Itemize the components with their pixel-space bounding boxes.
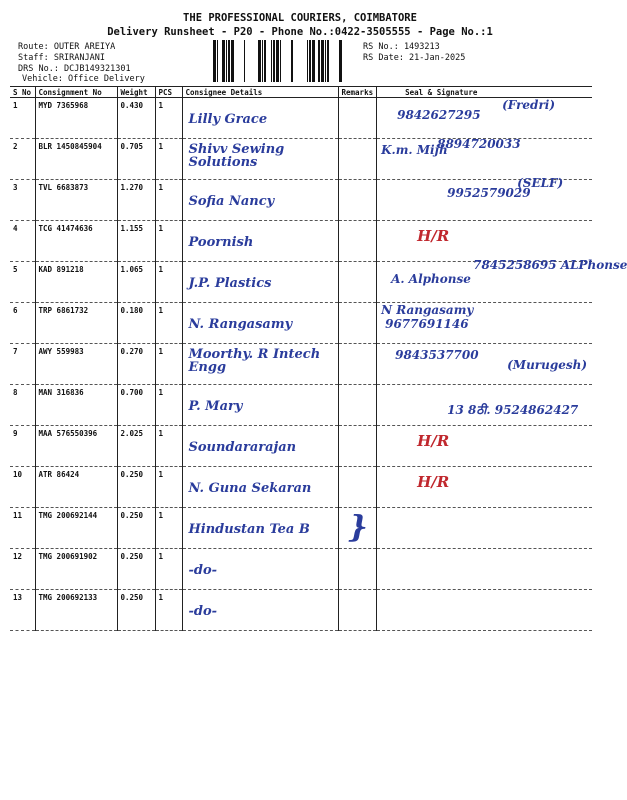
remarks-cell [338, 467, 377, 508]
signature-text: H/R [417, 227, 450, 245]
col-header-remarks: Remarks [338, 87, 377, 98]
signature-text: H/R [417, 432, 450, 450]
barcode-bar [228, 40, 230, 82]
signature-note: 9677691146 [385, 317, 469, 331]
consignment-no-cell: MYD 7365968 [35, 98, 117, 139]
weight-cell: 0.430 [117, 98, 155, 139]
barcode-bar [258, 40, 261, 82]
signature-text: K.m. Mijh [381, 143, 448, 157]
signature-text: N Rangasamy [381, 303, 474, 317]
consignee-cell [182, 426, 338, 467]
table-row [10, 385, 592, 426]
table-row [10, 549, 592, 590]
sno-cell: 1 [10, 98, 35, 139]
signature-cell [377, 139, 592, 180]
vehicle-label: Vehicle: Office Delivery [22, 74, 145, 84]
route-label: Route: OUTER AREIYA [18, 42, 116, 52]
weight-cell: 0.250 [117, 590, 155, 631]
sno-cell: 12 [10, 549, 35, 590]
signature-note: (Fredri) [502, 98, 556, 112]
consignee-cell [182, 98, 338, 139]
consignee-cell [182, 303, 338, 344]
remarks-cell [338, 221, 377, 262]
remarks-cell [338, 139, 377, 180]
weight-cell: 0.180 [117, 303, 155, 344]
consignee-name: Shivv Sewing Solutions [188, 142, 285, 170]
weight-cell: 0.700 [117, 385, 155, 426]
weight-cell: 0.705 [117, 139, 155, 180]
table-row [10, 303, 592, 344]
remarks-cell [338, 344, 377, 385]
pcs-cell: 1 [155, 98, 182, 139]
consignee-name: Moorthy. R Intech Engg [188, 347, 321, 375]
signature-cell [377, 385, 592, 426]
rs-date: RS Date: 21-Jan-2025 [363, 53, 466, 63]
signature-cell [377, 344, 592, 385]
remarks-cell [338, 180, 377, 221]
barcode-bar [222, 40, 225, 82]
signature-cell [377, 467, 592, 508]
consignee-cell [182, 549, 338, 590]
consignee-name: -do- [188, 604, 218, 619]
consignment-no-cell: TVL 6683873 [35, 180, 117, 221]
barcode-bar [244, 40, 245, 82]
consignment-no-cell: TMG 200692144 [35, 508, 117, 549]
runsheet-table [10, 86, 627, 631]
signature-note: 8894720033 [437, 137, 521, 151]
barcode-bar [307, 40, 308, 82]
remarks-cell [338, 262, 377, 303]
pcs-cell: 1 [155, 344, 182, 385]
pcs-cell: 1 [155, 221, 182, 262]
table-row [10, 467, 592, 508]
sno-cell: 3 [10, 180, 35, 221]
remarks-cell [338, 426, 377, 467]
sno-cell: 11 [10, 508, 35, 549]
pcs-cell: 1 [155, 508, 182, 549]
remarks-cell [338, 98, 377, 139]
consignee-cell [182, 590, 338, 631]
consignment-no-cell: ATR 86424 [35, 467, 117, 508]
consignee-name: Hindustan Tea B [188, 522, 310, 537]
weight-cell: 0.270 [117, 344, 155, 385]
runsheet-subtitle: Delivery Runsheet - P20 - Phone No.:0422-3505555 - Page No.:1 [107, 26, 493, 38]
table-row [10, 508, 592, 549]
signature-cell [377, 426, 592, 467]
remarks-cell [338, 590, 377, 631]
sno-cell: 9 [10, 426, 35, 467]
consignee-name: Soundararajan [188, 440, 297, 455]
barcode-bar [309, 40, 311, 82]
consignment-no-cell: TRP 6861732 [35, 303, 117, 344]
barcode-bar [273, 40, 275, 82]
col-header-consignment: Consignment No [35, 87, 117, 98]
col-header-sno: S No [10, 87, 35, 98]
consignee-cell [182, 508, 338, 549]
pcs-cell: 1 [155, 262, 182, 303]
signature-text: 9952579029 [447, 186, 531, 200]
remarks-cell [338, 385, 377, 426]
signature-text: 9843537700 [395, 348, 479, 362]
signature-text: 13 8ठी. 9524862427 [447, 403, 579, 417]
signature-note: 7845258695 ALPhonse [473, 258, 627, 272]
consignee-name: N. Guna Sekaran [188, 481, 312, 496]
barcode-bar [318, 40, 320, 82]
signature-text: A. Alphonse [391, 272, 471, 286]
barcode-bar [327, 40, 329, 82]
consignee-cell [182, 139, 338, 180]
consignee-cell [182, 467, 338, 508]
sno-cell: 2 [10, 139, 35, 180]
remarks-cell [338, 303, 377, 344]
company-title: THE PROFESSIONAL COURIERS, COIMBATORE [183, 12, 417, 24]
signature-note: (SELF) [517, 176, 564, 190]
pcs-cell: 1 [155, 467, 182, 508]
consignment-no-cell: MAA 576550396 [35, 426, 117, 467]
consignee-name: Sofia Nancy [188, 194, 275, 209]
consignee-name: Lilly Grace [188, 112, 268, 127]
pcs-cell: 1 [155, 549, 182, 590]
barcode-bar [217, 40, 218, 82]
barcode-bar [321, 40, 324, 82]
col-header-pcs: PCS [155, 87, 182, 98]
pcs-cell: 1 [155, 180, 182, 221]
signature-cell [377, 590, 592, 631]
sno-cell: 5 [10, 262, 35, 303]
barcode-bar [291, 40, 293, 82]
barcode-bar [213, 40, 216, 82]
barcode-bar [325, 40, 326, 82]
remarks-cell [338, 549, 377, 590]
remarks-text: } [348, 510, 368, 545]
consignee-name: N. Rangasamy [188, 317, 293, 332]
signature-cell [377, 303, 592, 344]
weight-cell: 2.025 [117, 426, 155, 467]
signature-cell [377, 258, 627, 303]
consignment-no-cell: TMG 200691902 [35, 549, 117, 590]
weight-cell: 1.270 [117, 180, 155, 221]
drs-number: DRS No.: DCJB149321301 [18, 64, 131, 74]
consignee-cell [182, 385, 338, 426]
barcode-bar [264, 40, 266, 82]
table-row [10, 344, 592, 385]
barcode-bar [231, 40, 234, 82]
barcode-bar [339, 40, 342, 82]
table-row [10, 590, 592, 631]
pcs-cell: 1 [155, 303, 182, 344]
barcode-bar [271, 40, 272, 82]
col-header-weight: Weight [117, 87, 155, 98]
col-header-consignee: Consignee Details [182, 87, 338, 98]
table-header-row [10, 87, 592, 98]
consignment-no-cell: TMG 200692133 [35, 590, 117, 631]
barcode-image [213, 40, 346, 82]
table-row [10, 139, 592, 180]
consignee-name: J.P. Plastics [188, 276, 272, 291]
weight-cell: 1.155 [117, 221, 155, 262]
sno-cell: 7 [10, 344, 35, 385]
consignment-no-cell: MAN 316836 [35, 385, 117, 426]
signature-cell [377, 549, 592, 590]
rs-number: RS No.: 1493213 [363, 42, 440, 52]
weight-cell: 1.065 [117, 262, 155, 303]
signature-cell [377, 98, 592, 139]
sno-cell: 4 [10, 221, 35, 262]
table-row [10, 180, 592, 221]
table-row [10, 426, 592, 467]
weight-cell: 0.250 [117, 549, 155, 590]
table-row [10, 221, 592, 262]
consignee-name: -do- [188, 563, 218, 578]
sno-cell: 13 [10, 590, 35, 631]
consignee-name: Poornish [188, 235, 254, 250]
signature-text: 9842627295 [397, 108, 481, 122]
barcode-bar [262, 40, 263, 82]
signature-text: H/R [417, 473, 450, 491]
consignee-cell [182, 221, 338, 262]
table-row [10, 98, 592, 139]
barcode-bar [280, 40, 281, 82]
weight-cell: 0.250 [117, 508, 155, 549]
signature-cell [377, 176, 592, 221]
consignment-no-cell: KAD 891218 [35, 262, 117, 303]
barcode-bar [226, 40, 227, 82]
pcs-cell: 1 [155, 139, 182, 180]
table-row [10, 262, 592, 303]
consignment-no-cell: TCG 41474636 [35, 221, 117, 262]
consignee-name: P. Mary [188, 399, 243, 414]
consignment-no-cell: AWY 559983 [35, 344, 117, 385]
staff-label: Staff: SRIRANJANI [18, 53, 105, 63]
sno-cell: 10 [10, 467, 35, 508]
sno-cell: 6 [10, 303, 35, 344]
barcode-bar [276, 40, 279, 82]
signature-cell [377, 508, 592, 549]
signature-note: (Murugesh) [507, 358, 588, 372]
weight-cell: 0.250 [117, 467, 155, 508]
pcs-cell: 1 [155, 385, 182, 426]
consignee-cell [182, 262, 338, 303]
signature-cell [377, 221, 592, 262]
barcode-bar [312, 40, 315, 82]
remarks-cell [338, 508, 377, 549]
consignment-no-cell: BLR 1450845904 [35, 139, 117, 180]
col-header-signature: Seal & Signature [377, 87, 592, 98]
sno-cell: 8 [10, 385, 35, 426]
pcs-cell: 1 [155, 426, 182, 467]
pcs-cell: 1 [155, 590, 182, 631]
consignee-cell [182, 180, 338, 221]
consignee-cell [182, 344, 338, 385]
